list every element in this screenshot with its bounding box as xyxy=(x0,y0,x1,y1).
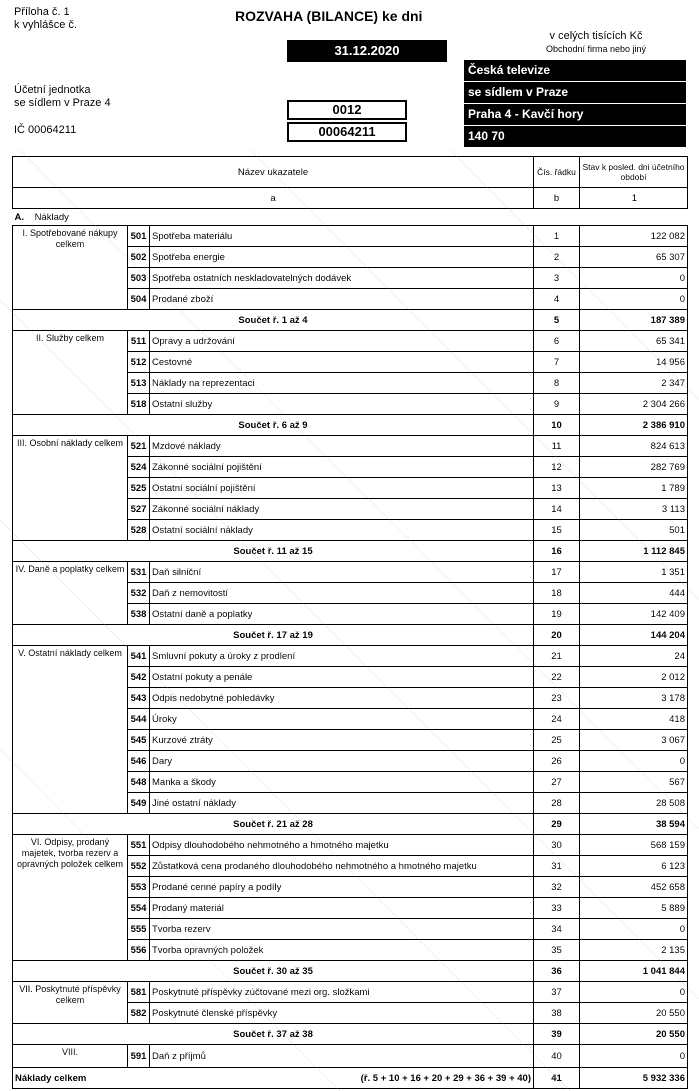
row-number: 9 xyxy=(534,394,580,415)
subtotal-row xyxy=(13,310,688,331)
row-value: 1 351 xyxy=(580,562,688,583)
row-number: 35 xyxy=(534,940,580,961)
account-name: Kurzové ztráty xyxy=(150,730,534,751)
row-number: 5 xyxy=(534,310,580,331)
account-code: 504 xyxy=(128,289,150,310)
account-name: Daň silniční xyxy=(150,562,534,583)
row-value: 122 082 xyxy=(580,226,688,247)
row-number: 19 xyxy=(534,604,580,625)
company-zip: 140 70 xyxy=(464,126,686,147)
account-name: Prodaný materiál xyxy=(150,898,534,919)
account-name: Spotřeba energie xyxy=(150,247,534,268)
row-value: 1 112 845 xyxy=(580,541,688,562)
header-tl-line1: Příloha č. 1 xyxy=(14,6,70,18)
account-name: Ostatní sociální pojištění xyxy=(150,478,534,499)
account-name: Ostatní pokuty a penále xyxy=(150,667,534,688)
account-code: 581 xyxy=(128,982,150,1003)
col-value-header: Stav k posled. dni účetního období xyxy=(580,157,688,188)
table-row xyxy=(13,646,688,667)
row-number: 32 xyxy=(534,877,580,898)
account-name: Daň z příjmů xyxy=(150,1045,534,1068)
company-name: Česká televize xyxy=(464,60,686,81)
account-code: 511 xyxy=(128,331,150,352)
section-a-row xyxy=(13,209,688,226)
row-number: 8 xyxy=(534,373,580,394)
subtotal-label: Součet ř. 6 až 9 xyxy=(13,415,534,436)
row-number: 7 xyxy=(534,352,580,373)
account-name: Náklady na reprezentaci xyxy=(150,373,534,394)
account-code: 513 xyxy=(128,373,150,394)
account-code: 553 xyxy=(128,877,150,898)
table-row xyxy=(13,835,688,856)
account-code: 549 xyxy=(128,793,150,814)
row-value: 2 386 910 xyxy=(580,415,688,436)
row-number: 16 xyxy=(534,541,580,562)
unit-label: v celých tisících Kč xyxy=(549,30,643,42)
row-number: 29 xyxy=(534,814,580,835)
row-number: 13 xyxy=(534,478,580,499)
row-value: 0 xyxy=(580,1045,688,1068)
subtotal-label: Součet ř. 37 až 38 xyxy=(13,1024,534,1045)
company-box xyxy=(464,60,686,147)
account-code: 544 xyxy=(128,709,150,730)
account-code: 532 xyxy=(128,583,150,604)
company-street: Praha 4 - Kavčí hory xyxy=(464,104,686,125)
account-name: Manka a škody xyxy=(150,772,534,793)
row-value: 0 xyxy=(580,751,688,772)
row-number: 37 xyxy=(534,982,580,1003)
table-header-row xyxy=(13,157,688,188)
row-value: 28 508 xyxy=(580,793,688,814)
account-code: 521 xyxy=(128,436,150,457)
row-value: 0 xyxy=(580,289,688,310)
row-value: 38 594 xyxy=(580,814,688,835)
account-name: Poskytnuté příspěvky zúčtované mezi org. složkami xyxy=(150,982,534,1003)
row-value: 0 xyxy=(580,919,688,940)
account-name: Odpisy dlouhodobého nehmotného a hmotného majetku xyxy=(150,835,534,856)
subtotal-row xyxy=(13,415,688,436)
account-name: Prodané zboží xyxy=(150,289,534,310)
row-value: 142 409 xyxy=(580,604,688,625)
row-value: 14 956 xyxy=(580,352,688,373)
row-number: 38 xyxy=(534,1003,580,1024)
header-top-left xyxy=(14,6,77,32)
row-number: 6 xyxy=(534,331,580,352)
account-code: 556 xyxy=(128,940,150,961)
row-value: 1 041 844 xyxy=(580,961,688,982)
row-value: 568 159 xyxy=(580,835,688,856)
row-value: 20 550 xyxy=(580,1003,688,1024)
company-seat: se sídlem v Praze xyxy=(464,82,686,103)
subtotal-row xyxy=(13,541,688,562)
row-value: 3 113 xyxy=(580,499,688,520)
account-name: Spotřeba materiálu xyxy=(150,226,534,247)
account-code: 548 xyxy=(128,772,150,793)
account-name: Tvorba opravných položek xyxy=(150,940,534,961)
row-number: 17 xyxy=(534,562,580,583)
account-name: Cestovné xyxy=(150,352,534,373)
subtotal-row xyxy=(13,1024,688,1045)
account-code: 531 xyxy=(128,562,150,583)
account-code: 512 xyxy=(128,352,150,373)
row-number: 4 xyxy=(534,289,580,310)
row-value: 187 389 xyxy=(580,310,688,331)
table-row xyxy=(13,436,688,457)
subtotal-label: Součet ř. 30 až 35 xyxy=(13,961,534,982)
account-name: Daň z nemovitostí xyxy=(150,583,534,604)
left-info xyxy=(14,84,111,137)
section-a xyxy=(13,209,688,226)
row-value: 20 550 xyxy=(580,1024,688,1045)
row-number: 15 xyxy=(534,520,580,541)
group-label: III. Osobní náklady celkem xyxy=(13,436,128,541)
account-code: 546 xyxy=(128,751,150,772)
row-number: 3 xyxy=(534,268,580,289)
left-info-line1: Účetní jednotka xyxy=(14,84,91,96)
row-value: 24 xyxy=(580,646,688,667)
table-row xyxy=(13,982,688,1003)
account-code: 503 xyxy=(128,268,150,289)
row-number: 31 xyxy=(534,856,580,877)
row-value: 567 xyxy=(580,772,688,793)
row-number: 10 xyxy=(534,415,580,436)
label-b: b xyxy=(534,188,580,209)
total-value: 5 932 336 xyxy=(580,1068,688,1089)
subtotal-row xyxy=(13,814,688,835)
account-code: 528 xyxy=(128,520,150,541)
account-code: 501 xyxy=(128,226,150,247)
row-number: 12 xyxy=(534,457,580,478)
account-name: Ostatní daně a poplatky xyxy=(150,604,534,625)
account-name: Odpis nedobytné pohledávky xyxy=(150,688,534,709)
account-code: 582 xyxy=(128,1003,150,1024)
account-code: 538 xyxy=(128,604,150,625)
row-value: 2 135 xyxy=(580,940,688,961)
account-name: Úroky xyxy=(150,709,534,730)
account-name: Poskytnuté členské příspěvky xyxy=(150,1003,534,1024)
account-name: Zákonné sociální pojištění xyxy=(150,457,534,478)
group-label: II. Služby celkem xyxy=(13,331,128,415)
account-name: Zůstatková cena prodaného dlouhodobého nehmotného a hmotného majetku xyxy=(150,856,534,877)
account-name: Jiné ostatní náklady xyxy=(150,793,534,814)
header-tl-line2: k vyhlášce č. xyxy=(14,19,77,31)
account-name: Spotřeba ostatních neskladovatelných dodávek xyxy=(150,268,534,289)
account-code: 551 xyxy=(128,835,150,856)
total-label: Náklady celkem xyxy=(13,1068,150,1089)
row-number: 34 xyxy=(534,919,580,940)
row-value: 3 067 xyxy=(580,730,688,751)
group-label: I. Spotřebované nákupy celkem xyxy=(13,226,128,310)
ico-box: 00064211 xyxy=(287,122,407,142)
account-name: Tvorba rezerv xyxy=(150,919,534,940)
subtotal-label: Součet ř. 17 až 19 xyxy=(13,625,534,646)
row-number: 14 xyxy=(534,499,580,520)
account-code: 552 xyxy=(128,856,150,877)
row-value: 0 xyxy=(580,268,688,289)
account-code: 502 xyxy=(128,247,150,268)
label-1: 1 xyxy=(580,188,688,209)
subtotal-label: Součet ř. 21 až 28 xyxy=(13,814,534,835)
account-code: 545 xyxy=(128,730,150,751)
document-title: ROZVAHA (BILANCE) ke dni xyxy=(235,8,423,24)
account-name: Ostatní služby xyxy=(150,394,534,415)
row-value: 144 204 xyxy=(580,625,688,646)
table-row xyxy=(13,562,688,583)
total-row xyxy=(13,1068,688,1089)
row-number: 36 xyxy=(534,961,580,982)
row-number: 39 xyxy=(534,1024,580,1045)
section-a-letter: A. xyxy=(14,211,24,223)
account-code: 527 xyxy=(128,499,150,520)
account-code: 554 xyxy=(128,898,150,919)
total-no: 41 xyxy=(534,1068,580,1089)
group-label: V. Ostatní náklady celkem xyxy=(13,646,128,814)
row-value: 418 xyxy=(580,709,688,730)
row-number: 18 xyxy=(534,583,580,604)
row-value: 501 xyxy=(580,520,688,541)
row-value: 444 xyxy=(580,583,688,604)
row-number: 11 xyxy=(534,436,580,457)
row-value: 282 769 xyxy=(580,457,688,478)
table-row xyxy=(13,226,688,247)
date-box: 31.12.2020 xyxy=(287,40,447,62)
left-info-line2: se sídlem v Praze 4 xyxy=(14,97,111,109)
group-label: VI. Odpisy, prodaný majetek, tvorba rezerv a opravných položek celkem xyxy=(13,835,128,961)
row-number: 28 xyxy=(534,793,580,814)
row-value: 2 347 xyxy=(580,373,688,394)
section-a-name: Náklady xyxy=(34,211,69,223)
row-number: 33 xyxy=(534,898,580,919)
table-row xyxy=(13,1045,688,1068)
table-body xyxy=(13,226,688,1068)
account-code: 541 xyxy=(128,646,150,667)
row-value: 824 613 xyxy=(580,436,688,457)
account-code: 542 xyxy=(128,667,150,688)
row-value: 2 012 xyxy=(580,667,688,688)
col-name-header: Název ukazatele xyxy=(13,157,534,188)
row-value: 2 304 266 xyxy=(580,394,688,415)
row-number: 23 xyxy=(534,688,580,709)
row-number: 21 xyxy=(534,646,580,667)
table-row xyxy=(13,331,688,352)
row-number: 1 xyxy=(534,226,580,247)
account-name: Prodané cenné papíry a podíly xyxy=(150,877,534,898)
row-value: 452 658 xyxy=(580,877,688,898)
code-box: 0012 xyxy=(287,100,407,120)
account-code: 591 xyxy=(128,1045,150,1068)
row-number: 20 xyxy=(534,625,580,646)
row-number: 30 xyxy=(534,835,580,856)
account-name: Opravy a udržování xyxy=(150,331,534,352)
row-value: 65 341 xyxy=(580,331,688,352)
total-formula: (ř. 5 + 10 + 16 + 20 + 29 + 36 + 39 + 40) xyxy=(150,1068,534,1089)
row-number: 2 xyxy=(534,247,580,268)
account-code: 525 xyxy=(128,478,150,499)
subtotal-label: Součet ř. 11 až 15 xyxy=(13,541,534,562)
label-a: a xyxy=(13,188,534,209)
account-name: Zákonné sociální náklady xyxy=(150,499,534,520)
table-label-row xyxy=(13,188,688,209)
row-value: 1 789 xyxy=(580,478,688,499)
expense-table xyxy=(12,156,688,1089)
account-code: 543 xyxy=(128,688,150,709)
account-code: 518 xyxy=(128,394,150,415)
row-number: 24 xyxy=(534,709,580,730)
right-label-1: Obchodní firma nebo jiný xyxy=(545,44,647,54)
row-number: 40 xyxy=(534,1045,580,1068)
row-number: 26 xyxy=(534,751,580,772)
account-code: 555 xyxy=(128,919,150,940)
group-label: IV. Daně a poplatky celkem xyxy=(13,562,128,625)
group-label: VII. Poskytnuté příspěvky celkem xyxy=(13,982,128,1024)
row-value: 65 307 xyxy=(580,247,688,268)
row-value: 5 889 xyxy=(580,898,688,919)
group-label: VIII. xyxy=(13,1045,128,1068)
account-name: Smluvní pokuty a úroky z prodlení xyxy=(150,646,534,667)
row-value: 6 123 xyxy=(580,856,688,877)
subtotal-label: Součet ř. 1 až 4 xyxy=(13,310,534,331)
account-name: Dary xyxy=(150,751,534,772)
account-name: Ostatní sociální náklady xyxy=(150,520,534,541)
row-number: 25 xyxy=(534,730,580,751)
row-number: 27 xyxy=(534,772,580,793)
row-value: 0 xyxy=(580,982,688,1003)
col-row-header: Čís. řádku xyxy=(534,157,580,188)
account-code: 524 xyxy=(128,457,150,478)
row-value: 3 178 xyxy=(580,688,688,709)
row-number: 22 xyxy=(534,667,580,688)
subtotal-row xyxy=(13,961,688,982)
left-info-line3: IČ 00064211 xyxy=(14,124,77,136)
subtotal-row xyxy=(13,625,688,646)
account-name: Mzdové náklady xyxy=(150,436,534,457)
